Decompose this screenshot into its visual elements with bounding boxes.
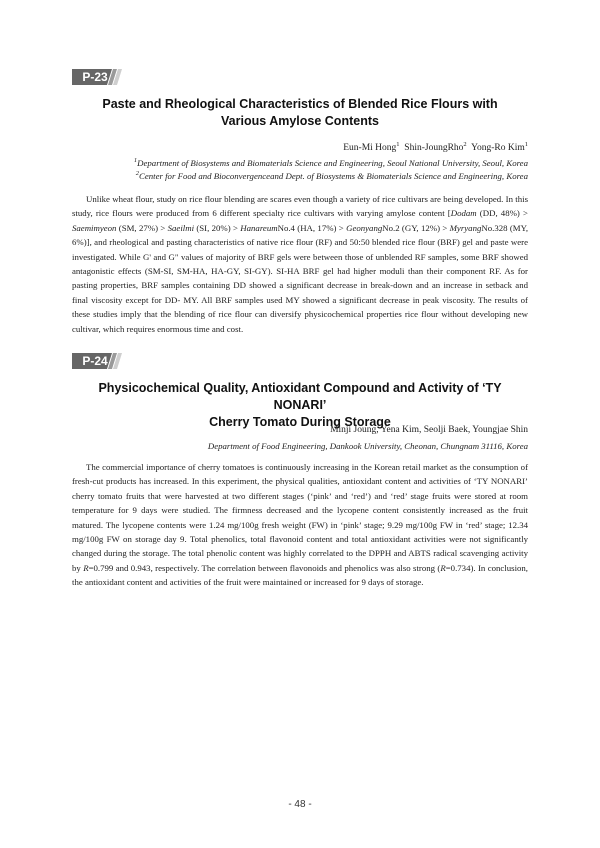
abstract-badge-p24 bbox=[72, 353, 124, 369]
title-line: Cherry Tomato During Storage bbox=[209, 415, 391, 429]
italic-text: R bbox=[83, 562, 89, 573]
italic-text: Geonyang bbox=[346, 222, 383, 233]
abstract-badge-p23 bbox=[72, 69, 124, 85]
page-number: - 48 - bbox=[288, 799, 312, 810]
badge-label: P-23 bbox=[82, 70, 108, 84]
title-line: Various Amylose Contents bbox=[221, 114, 379, 128]
paper-title-p23 bbox=[72, 96, 528, 130]
text-run: (DD, 48%) > bbox=[476, 208, 528, 219]
text-run: No.2 (GY, 12%) > bbox=[382, 222, 450, 233]
authors-p23 bbox=[343, 138, 528, 155]
author-sup: 2 bbox=[463, 141, 467, 148]
author-name: Shin-JoungRho bbox=[404, 143, 464, 154]
text-run: =0.799 and 0.943, respectively. The correlation between flavonoids and phenolics was also strong ( bbox=[88, 562, 441, 573]
affiliation-text: Center for Food and Bioconvergenceand Dept. of Biosystems & Biomaterials Science and Engineering, Korea bbox=[138, 170, 528, 181]
abstract-body-p24 bbox=[72, 460, 528, 590]
affiliation-p24: Department of Food Engineering, Dankook University, Cheonan, Chungnam 31116, Korea bbox=[207, 441, 528, 451]
text-run: (SM, 27%) > bbox=[116, 222, 168, 233]
italic-text: Dodam bbox=[450, 208, 477, 219]
abstract-body-p23 bbox=[72, 192, 528, 336]
affiliation-sup: 1 bbox=[133, 157, 138, 164]
author-sup: 1 bbox=[524, 141, 528, 148]
affiliation-sup: 2 bbox=[135, 170, 139, 177]
title-line: Paste and Rheological Characteristics of Blended Rice Flours with bbox=[102, 97, 498, 111]
italic-text: Myryang bbox=[449, 222, 482, 233]
title-line: Physicochemical Quality, Antioxidant Compound and Activity of ‘TY NONARI’ bbox=[98, 381, 502, 412]
author-sup: 1 bbox=[396, 141, 400, 148]
italic-text: Hanareum bbox=[240, 222, 278, 233]
italic-text: R bbox=[440, 562, 446, 573]
authors-p24: Minji Joung, Yena Kim, Seolji Baek, Youngjae Shin bbox=[330, 425, 528, 435]
text-run: The commercial importance of cherry tomatoes is continuously increasing in the Korean retail market as the consumption of fresh-cut products has increased. In this experiment, the physical qualities, antioxidant content and activities of ‘TY NONARI’ cherry tomato fruits that were harvested at two different stages (‘pink’ and ‘red’) and ‘red’ stage fruits were stored at room temperature for 9 days were studied. The firmness decreased and the lycopene content consistently increased as the fruit matured. The lycopene contents were 1.24 mg/100g fresh weight (FW) in ‘pink’ stage; 9.29 mg/100g FW in ‘red’ stage; 12.34 mg/100g FW on storage day 9. Total phenolics, total flavonoid content and total antioxidant activities were not significantly changed during the storage. The total phenolic content was highly correlated to the DPPH and ABTS radical scavenging activity by bbox=[72, 462, 528, 573]
italic-text: Saeilmi bbox=[167, 222, 195, 233]
text-run: No.4 (HA, 17%) > bbox=[277, 222, 347, 233]
text-run: (SI, 20%) > bbox=[194, 222, 241, 233]
affiliation-text: Department of Biosystems and Biomaterials Science and Engineering, Seoul National University, Seoul, Korea bbox=[137, 157, 528, 168]
text-run: Unlike wheat flour, study on rice flour blending are scares even though a variety of rice cultivars are being developed. In this study, rice flours were produced from 6 different specialty rice cultivars with varying amylose content [ bbox=[72, 194, 528, 219]
affiliation-p23-2 bbox=[136, 167, 528, 183]
author-name: Yong-Ro Kim bbox=[471, 143, 525, 154]
text-run: =0.734). In conclusion, the antioxidant content and activities of the fruit were maintained or increased for 9 days of storage. bbox=[72, 562, 529, 588]
author-name: Eun-Mi Hong bbox=[343, 143, 397, 154]
text-run: No.328 (MY, 6%)], and rheological and pasting characteristics of native rice flour (RF) and 50:50 blended rice flour (BRF) gel and paste were investigated. While G' and G" values of majority of BRF gels were between those of unblended RF samples, some BRF showed antagonistic effects (SM-SI, SM-HA, HA-GY, SI-GY). SI-HA BRF gel had higher moduli than their component RF. As for pasting properties, BRF samples containing DD showed a significant decrease in break-down and an increase in setback and final viscosity except for DD- MY. All BRF samples used MY showed a significant decrease in peak viscosity. The results of these studies imply that the blending of rice flour can diversify physicochemical properties rice flour without developing new cultivar, which requires enormous time and cost. bbox=[72, 222, 529, 334]
badge-label: P-24 bbox=[82, 354, 108, 368]
italic-text: Saemimyeon bbox=[72, 222, 117, 233]
